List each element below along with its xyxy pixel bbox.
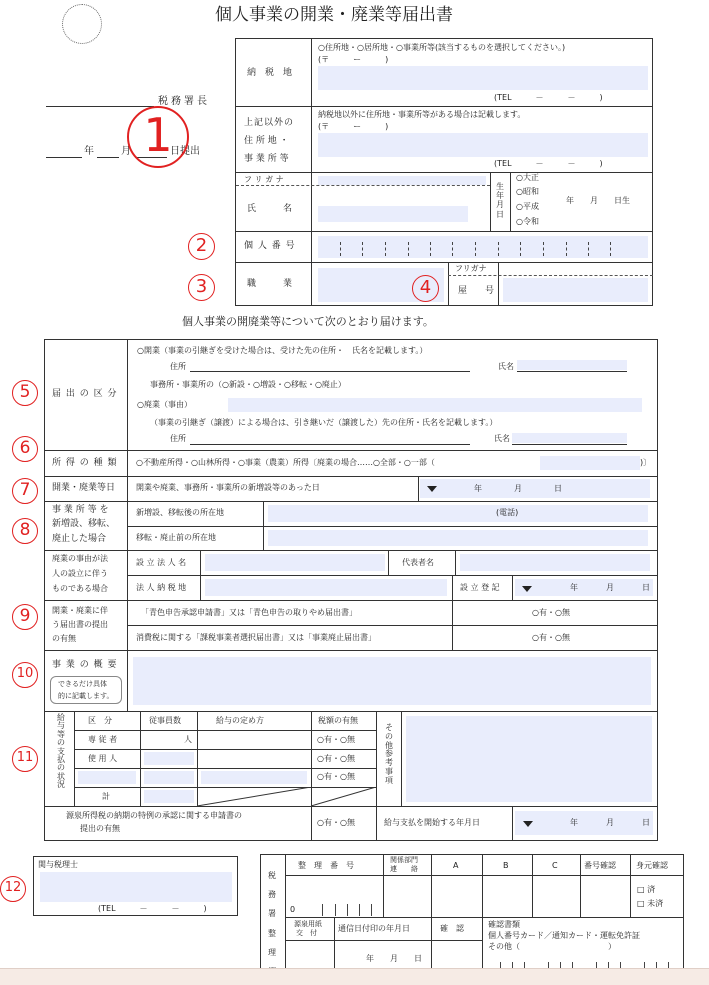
marker-6: 6: [19, 438, 31, 458]
marker-10: 10: [16, 666, 34, 681]
tick-mark: [520, 242, 521, 256]
marker-11: 11: [16, 750, 34, 765]
successor-name-input[interactable]: [517, 360, 627, 370]
marker-2: 2: [195, 235, 208, 256]
tick-mark: [408, 242, 409, 256]
salary-input-1[interactable]: [144, 752, 194, 765]
tick-mark: [475, 242, 476, 256]
tick-mark: [362, 242, 363, 256]
marker-9: 9: [19, 606, 31, 626]
taxplace-label: 納 税 地: [247, 68, 293, 78]
salary-input-3[interactable]: [144, 771, 194, 784]
tick-mark: [566, 242, 567, 256]
open-date-input[interactable]: [420, 479, 650, 498]
marker-12: 12: [4, 880, 22, 895]
salary-start-input[interactable]: [515, 811, 653, 835]
tick-mark: [322, 904, 323, 916]
marker-8: 8: [19, 520, 31, 540]
date-dropdown-icon[interactable]: [427, 486, 437, 492]
sumi-checkbox[interactable]: □ 済: [637, 885, 656, 894]
marker-7: 7: [19, 480, 31, 500]
tick-mark: [452, 242, 453, 256]
stamp-circle: [62, 4, 102, 44]
other-notes-input[interactable]: [406, 716, 652, 802]
tick-mark: [385, 242, 386, 256]
corp-address-input[interactable]: [205, 579, 447, 596]
tick-mark: [498, 242, 499, 256]
tick-mark: [588, 242, 589, 256]
transferee-name-input[interactable]: [512, 433, 627, 443]
tick-mark: [430, 242, 431, 256]
other-place-input[interactable]: [318, 133, 648, 157]
reg-date-input[interactable]: [515, 579, 653, 596]
marker-3: 3: [195, 276, 208, 297]
tax-accountant-input[interactable]: [40, 872, 232, 902]
office-use-table: [260, 854, 684, 970]
salary-input-5[interactable]: [144, 790, 194, 803]
tick-mark: [340, 242, 341, 256]
subtitle: 個人事業の開廃業等について次のとおり届けます。: [182, 315, 434, 328]
rep-name-input[interactable]: [460, 554, 650, 571]
new-location-input[interactable]: [268, 505, 648, 522]
summary-input[interactable]: [133, 657, 651, 705]
reg-dropdown-icon[interactable]: [522, 586, 532, 592]
tick-mark: [371, 904, 372, 916]
personal-number-input[interactable]: [318, 236, 648, 258]
misumi-checkbox[interactable]: □ 未済: [637, 899, 664, 908]
corp-name-input[interactable]: [205, 554, 385, 571]
salary-input-4[interactable]: [201, 771, 307, 784]
form-title: 個人事業の開業・廃業等届出書: [215, 5, 453, 25]
tick-mark: [543, 242, 544, 256]
old-location-input[interactable]: [268, 530, 648, 546]
tax-office-suffix: 税務署長: [158, 96, 210, 107]
tick-mark: [359, 904, 360, 916]
shop-name-input[interactable]: [503, 278, 648, 302]
tick-mark: [610, 242, 611, 256]
tick-mark: [335, 904, 336, 916]
name-input[interactable]: [318, 206, 468, 222]
salary-input-2[interactable]: [78, 771, 136, 784]
salary-total-slash: [197, 787, 377, 806]
bottom-toolbar: [0, 968, 709, 985]
marker-5: 5: [19, 382, 31, 402]
partial-input[interactable]: [540, 456, 640, 470]
tick-mark: [347, 904, 348, 916]
salary-side-label: 給与等の支払の状況: [57, 713, 65, 790]
salary-dropdown-icon[interactable]: [523, 821, 533, 827]
close-reason-input[interactable]: [228, 398, 642, 412]
marker-4: 4: [419, 277, 432, 298]
furigana-input[interactable]: [318, 176, 486, 185]
taxplace-input[interactable]: [318, 66, 648, 90]
